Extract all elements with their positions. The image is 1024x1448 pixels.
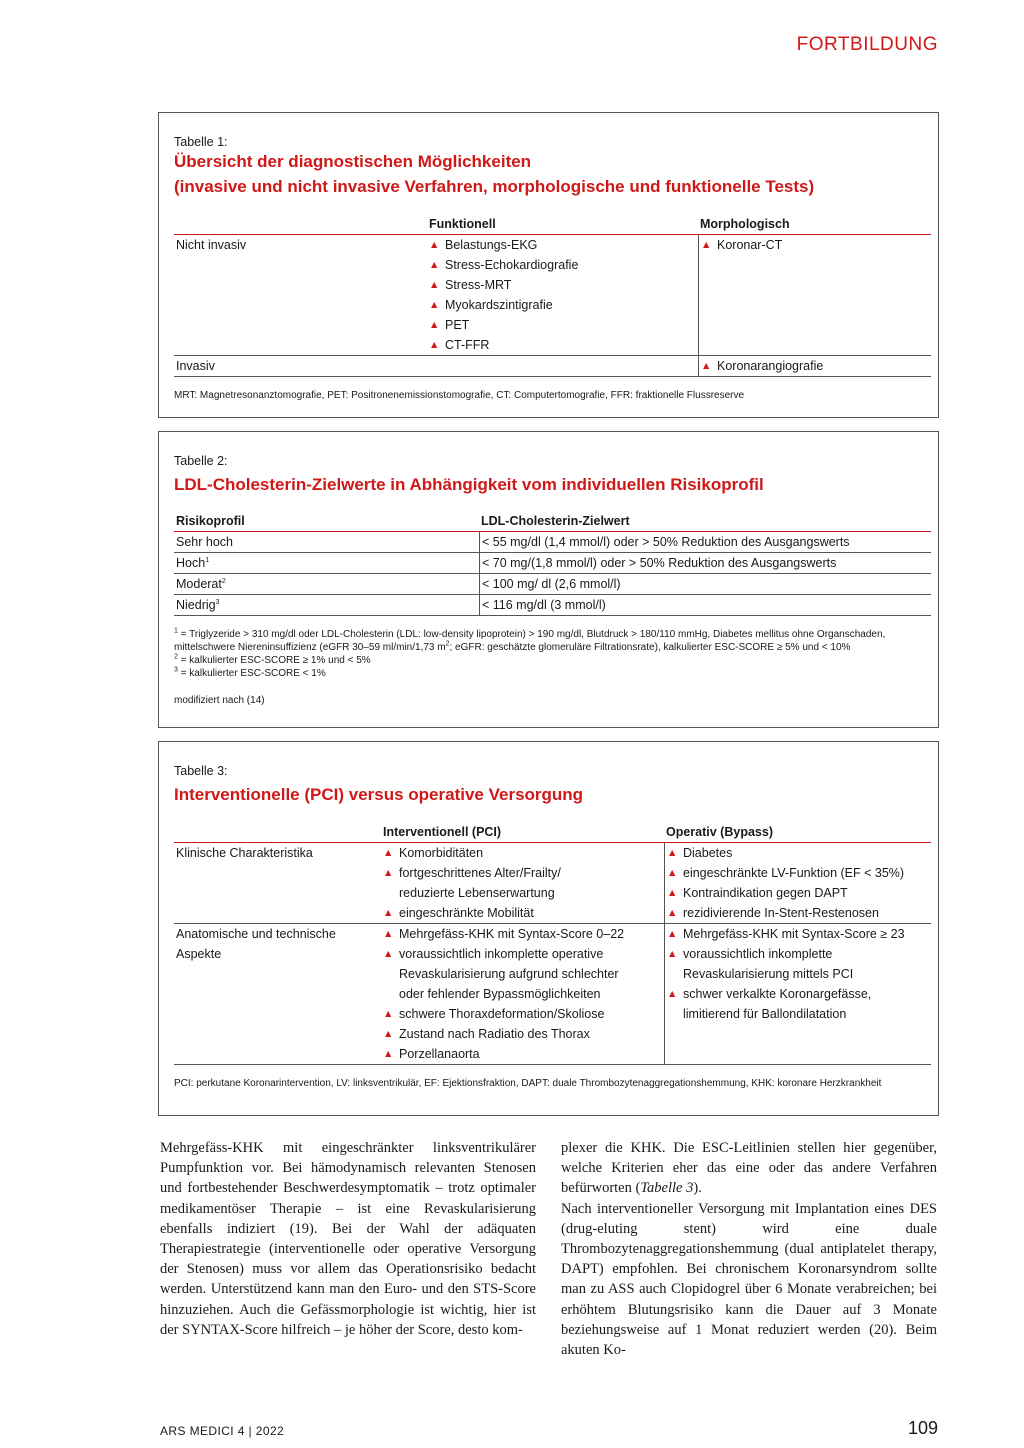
triangle-bullet-icon: ▲ <box>383 907 394 919</box>
list-item: ▲ schwere Thoraxdeformation/Skoliose <box>383 1004 664 1024</box>
target-value: < 70 mg/(1,8 mmol/l) oder > 50% Reduktion des Ausgangswerts <box>479 553 931 574</box>
body-column-right <box>561 1138 937 1360</box>
table-footnote: PCI: perkutane Koronarintervention, LV: linksventrikulär, EF: Ejektionsfraktion, DAPT: duale Thrombozytenaggregationshemmung, KHK: koronare Herzkrankheit <box>174 1078 882 1089</box>
list-item: ▲ CT-FFR <box>429 335 698 355</box>
table-2 <box>158 431 939 728</box>
triangle-bullet-icon: ▲ <box>429 319 440 331</box>
table-footnote: MRT: Magnetresonanztomografie, PET: Positronenemissionstomografie, CT: Computertomografie, FFR: fraktionelle Flussreserve <box>174 390 745 401</box>
footnote-1: $^1$ = Triglyzeride > 310 mg/dl oder LDL-Cholesterin (LDL: low-density lipoprotein) > 190 mg/dl, Blutdruck > 180/110 mmHg, Diabetes mellitus ohne Organschaden, mittelschwere Niereninsuffizienz (eGFR 30–59 ml/min/1,73 $m^2$; eGFR: geschätzte glomeruläre Filtrationsrate), kalkulierter ESC-SCORE ≥ 5% und < 10% <box>174 627 886 653</box>
journal-issue: ARS MEDICI 4 | 2022 <box>160 1424 285 1438</box>
list-item: ▲ Diabetes <box>667 843 931 863</box>
list-funktionell <box>427 235 698 356</box>
list-item-continuation: reduzierte Lebenserwartung <box>399 886 555 900</box>
table-title: Übersicht der diagnostischen Möglichkeiten <box>174 152 532 171</box>
body-column-left <box>160 1138 536 1340</box>
list-item: ▲ rezidivierende In-Stent-Restenosen <box>667 903 931 923</box>
triangle-bullet-icon: ▲ <box>667 867 678 879</box>
risk-label: Niedrig$^3$ <box>174 595 479 616</box>
table-grid <box>174 214 923 377</box>
triangle-bullet-icon: ▲ <box>383 847 394 859</box>
list-item: ▲ Mehrgefäss-KHK mit Syntax-Score ≥ 23 <box>667 924 931 944</box>
row-label-invasiv: Invasiv <box>174 356 427 377</box>
list-morphologisch-invasiv <box>698 356 931 377</box>
header-empty <box>174 214 427 235</box>
list-morphologisch <box>698 235 931 356</box>
list-pci-anatomisch <box>381 924 664 1065</box>
empty-cell <box>427 356 698 377</box>
row-label-klinisch: Klinische Charakteristika <box>174 843 381 924</box>
list-item-continuation: Revaskularisierung aufgrund schlechter <box>399 967 619 981</box>
table-label: Tabelle 2: <box>174 454 228 468</box>
list-item: ▲ voraussichtlich inkomplette <box>667 944 931 964</box>
list-item: ▲ fortgeschrittenes Alter/Frailty/ <box>383 863 664 883</box>
triangle-bullet-icon: ▲ <box>701 239 712 251</box>
footnote-2: $^2$ = kalkulierter ESC-SCORE ≥ 1% und < 5% <box>174 653 371 666</box>
triangle-bullet-icon: ▲ <box>429 299 440 311</box>
list-item: ▲ Mehrgefäss-KHK mit Syntax-Score 0–22 <box>383 924 664 944</box>
row-label-anatomisch: Anatomische und technische Aspekte <box>174 924 381 1065</box>
table-grid <box>174 511 923 616</box>
table-title: LDL-Cholesterin-Zielwerte in Abhängigkeit vom individuellen Risikoprofil <box>174 475 764 494</box>
list-item: ▲ PET <box>429 315 698 335</box>
section-heading: FORTBILDUNG <box>796 34 938 55</box>
list-op-anatomisch <box>664 924 931 1065</box>
table-label: Tabelle 3: <box>174 764 228 778</box>
triangle-bullet-icon: ▲ <box>383 867 394 879</box>
triangle-bullet-icon: ▲ <box>383 948 394 960</box>
list-pci-klinisch <box>381 843 664 924</box>
triangle-bullet-icon: ▲ <box>701 360 712 372</box>
table-source: modifiziert nach (14) <box>174 695 265 706</box>
paragraph: Nach interventioneller Versorgung mit Implantation eines DES (drug-eluting stent) wird eine duale Thrombozytenaggregationshemmung (dual antiplatelet therapy, DAPT) empfohlen. Bei chronischem Koronarsyndrom sollte man zu ASS auch Clopidogrel über 6 Monate verabreichen; bei erhöhtem Blutungsrisiko kann die Dauer auf 3 Monate beziehungsweise auf 1 Monat reduziert werden (20). Beim akuten Ko- <box>561 1200 937 1359</box>
page-number: 109 <box>907 1418 938 1438</box>
table-label: Tabelle 1: <box>174 135 228 149</box>
header-funktionell: Funktionell <box>427 214 698 235</box>
triangle-bullet-icon: ▲ <box>667 948 678 960</box>
target-value: < 55 mg/dl (1,4 mmol/l) oder > 50% Reduktion des Ausgangswerts <box>479 532 931 553</box>
table-reference: Tabelle 3 <box>640 1180 694 1197</box>
list-item: ▲ Kontraindikation gegen DAPT <box>667 883 931 903</box>
triangle-bullet-icon: ▲ <box>383 1008 394 1020</box>
header-zielwert: LDL-Cholesterin-Zielwert <box>479 511 931 532</box>
triangle-bullet-icon: ▲ <box>383 1048 394 1060</box>
list-item: ▲ schwer verkalkte Koronargefässe, <box>667 984 931 1004</box>
list-item: ▲ Stress-MRT <box>429 275 698 295</box>
list-item: ▲ voraussichtlich inkomplette operative <box>383 944 664 964</box>
footnote-3: $^3$ = kalkulierter ESC-SCORE < 1% <box>174 666 326 679</box>
list-item: ▲ eingeschränkte LV-Funktion (EF < 35%) <box>667 863 931 883</box>
header-risikoprofil: Risikoprofil <box>174 511 479 532</box>
triangle-bullet-icon: ▲ <box>667 988 678 1000</box>
list-item: ▲ Koronarangiografie <box>701 356 931 376</box>
list-op-klinisch <box>664 843 931 924</box>
risk-label: Sehr hoch <box>174 532 479 553</box>
header-morphologisch: Morphologisch <box>698 214 931 235</box>
triangle-bullet-icon: ▲ <box>429 279 440 291</box>
paragraph: plexer die KHK. Die ESC-Leitlinien stellen hier gegenüber, welche Kriterien eher das eine oder das andere Verfahren befürworten (Tabelle 3). <box>561 1140 937 1197</box>
target-value: < 100 mg/ dl (2,6 mmol/l) <box>479 574 931 595</box>
triangle-bullet-icon: ▲ <box>383 928 394 940</box>
table-title: Interventionelle (PCI) versus operative Versorgung <box>174 785 584 804</box>
list-item: ▲ Stress-Echokardiografie <box>429 255 698 275</box>
header-empty <box>174 822 381 843</box>
row-label-nicht-invasiv: Nicht invasiv <box>174 235 427 356</box>
list-item: ▲ Myokardszintigrafie <box>429 295 698 315</box>
table-title-line-2: (invasive und nicht invasive Verfahren, morphologische und funktionelle Tests) <box>174 177 815 196</box>
triangle-bullet-icon: ▲ <box>667 887 678 899</box>
triangle-bullet-icon: ▲ <box>667 847 678 859</box>
list-item: ▲ Koronar-CT <box>701 235 931 255</box>
triangle-bullet-icon: ▲ <box>429 259 440 271</box>
table-3 <box>158 741 939 1116</box>
list-item-continuation: oder fehlender Bypassmöglichkeiten <box>399 987 601 1001</box>
risk-label: Moderat$^2$ <box>174 574 479 595</box>
header-pci: Interventionell (PCI) <box>381 822 664 843</box>
table-1 <box>158 112 939 418</box>
target-value: < 116 mg/dl (3 mmol/l) <box>479 595 931 616</box>
list-item-continuation: Revaskularisierung mittels PCI <box>683 967 854 981</box>
risk-label: Hoch$^1$ <box>174 553 479 574</box>
triangle-bullet-icon: ▲ <box>667 907 678 919</box>
list-item: ▲ Komorbiditäten <box>383 843 664 863</box>
list-item: ▲ Belastungs-EKG <box>429 235 698 255</box>
header-operativ: Operativ (Bypass) <box>664 822 931 843</box>
triangle-bullet-icon: ▲ <box>383 1028 394 1040</box>
triangle-bullet-icon: ▲ <box>667 928 678 940</box>
list-item: ▲ eingeschränkte Mobilität <box>383 903 664 923</box>
list-item: ▲ Porzellanaorta <box>383 1044 664 1064</box>
list-item-continuation: limitierend für Ballondilatation <box>683 1007 847 1021</box>
triangle-bullet-icon: ▲ <box>429 339 440 351</box>
triangle-bullet-icon: ▲ <box>429 239 440 251</box>
list-item: ▲ Zustand nach Radiatio des Thorax <box>383 1024 664 1044</box>
paragraph: Mehrgefäss-KHK mit eingeschränkter linksventrikulärer Pumpfunktion vor. Bei hämodynamisch relevanten Stenosen und fortbestehender Beschwerdesymptomatik – trotz optimaler medikamentöser Therapie – ist eine Revaskularisierung ebenfalls indiziert (19). Bei der Wahl der adäquaten Therapiestrategie (interventionelle oder operative Versorgung der Stenosen) muss vor allem das Operationsrisiko bedacht werden. Unterstützend kann man den Euro- und den STS-Score hinzuziehen. Auch die Gefässmorphologie ist wichtig, hier ist der SYNTAX-Score hilfreich – je höher der Score, desto kom- <box>160 1140 536 1338</box>
table-grid <box>174 822 923 1065</box>
